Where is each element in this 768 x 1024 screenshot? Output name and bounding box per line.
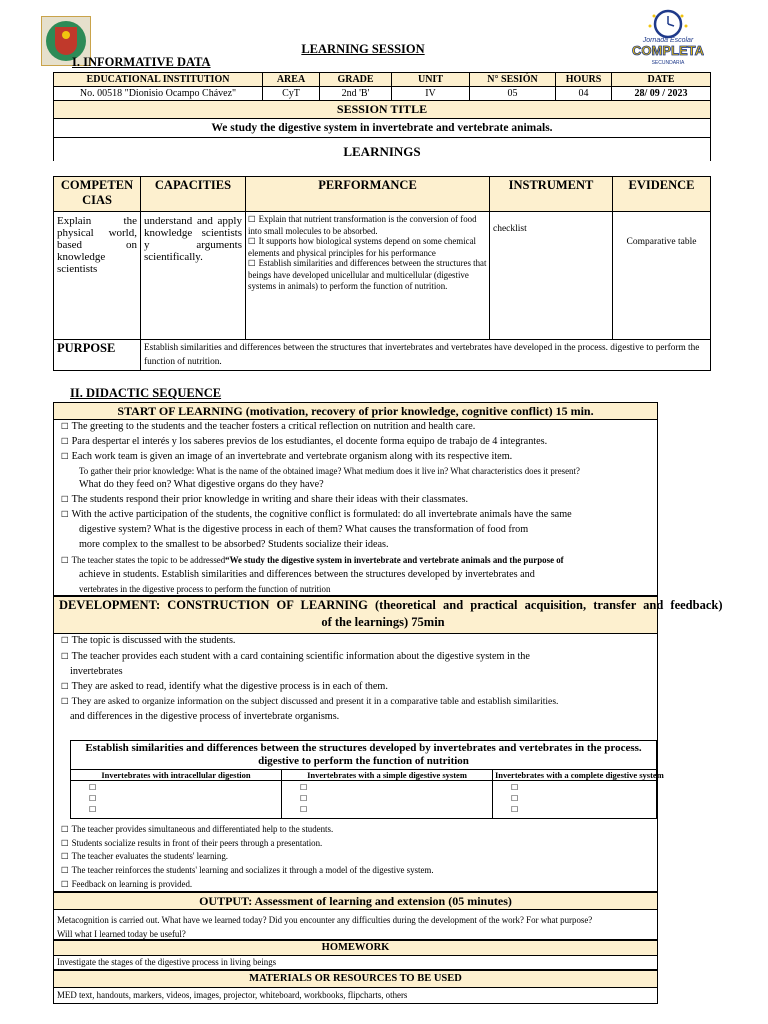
checkbox-cell: ☐ xyxy=(493,794,657,805)
topic-statement: “We study the digestive system in invertebrate and vertebrate animals and the purpose of xyxy=(225,555,564,565)
development-after-line: ☐ Students socialize results in front of their peers through a presentation. xyxy=(61,838,322,849)
value-grade: 2nd 'B' xyxy=(320,87,392,101)
materials-box xyxy=(53,970,658,1004)
checkbox-cell: ☐ xyxy=(282,794,493,805)
development-line: ☐ The topic is discussed with the students. xyxy=(61,635,235,646)
header-competencies: COMPETENCIAS xyxy=(54,177,141,212)
comparative-table xyxy=(70,740,664,819)
info-header-row xyxy=(54,73,711,87)
materials-label: MATERIALS OR RESOURCES TO BE USED xyxy=(54,971,657,988)
header-grade: GRADE xyxy=(320,73,392,87)
header-unit: UNIT xyxy=(392,73,470,87)
start-line: digestive system? What is the digestive process in each of them? What causes the transformation of food from xyxy=(79,524,529,535)
learnings-header-row xyxy=(54,177,711,212)
output-box xyxy=(53,892,658,940)
jornada-escolar-completa-logo xyxy=(632,8,704,68)
development-line: ☐ They are asked to read, identify what the digestive process is in each of them. xyxy=(61,681,388,692)
evidence-text: Comparative table xyxy=(613,212,711,340)
materials-text: MED text, handouts, markers, videos, images, projector, whiteboard, workbooks, flipcharts, others xyxy=(57,990,408,1000)
purpose-label: PURPOSE xyxy=(54,340,141,371)
header-evidence: EVIDENCE xyxy=(613,177,711,212)
purpose-row xyxy=(54,340,711,371)
start-line: ☐ Para despertar el interés y los saberes previos de los estudiantes, el docente forma equipo de trabajo de 4 integrantes. xyxy=(61,436,547,447)
checkbox-cell: ☐ xyxy=(71,781,282,795)
instrument-text: checklist xyxy=(490,212,613,340)
header-session-number: N° SESIÓN xyxy=(470,73,556,87)
development-line: invertebrates xyxy=(70,666,123,677)
header-date: DATE xyxy=(612,73,711,87)
learnings-label: LEARNINGS xyxy=(54,138,711,162)
checkbox-cell: ☐ xyxy=(282,805,493,819)
checkbox-cell: ☐ xyxy=(71,805,282,819)
purpose-text: Establish similarities and differences between the structures that invertebrates and vertebrates have developed in the process. digestive to perform the function of nutrition. xyxy=(141,340,711,371)
start-of-learning-title: START OF LEARNING (motivation, recovery of prior knowledge, cognitive conflict) 15 min. xyxy=(54,403,657,420)
start-line: ☐ With the active participation of the students, the cognitive conflict is formulated: do all invertebrate animals have the same xyxy=(61,509,572,520)
value-session-number: 05 xyxy=(470,87,556,101)
comparative-table-title: Establish similarities and differences between the structures developed by invertebrates and vertebrates in the process. digestive to perform the function of nutrition xyxy=(71,741,657,770)
checkbox-cell: ☐ xyxy=(282,781,493,795)
capacities-text: understand and apply knowledge scientists y arguments scientifically. xyxy=(141,212,246,340)
start-line: ☐ The teacher states the topic to be addressed“We study the digestive system in invertebrate and vertebrate animals and the purpose of xyxy=(61,555,564,566)
header-performance: PERFORMANCE xyxy=(246,177,490,212)
performance-item: ☐ It supports how biological systems depend on some chemical elements and physical principles for his performance xyxy=(248,236,487,258)
homework-text: Investigate the stages of the digestive process in living beings xyxy=(57,957,277,967)
performance-item: ☐ Establish similarities and differences between the structures that beings have developed unicellular and multicellular (digestive systems in animals) to perform the function of nutrition. xyxy=(248,258,487,291)
homework-box xyxy=(53,940,658,970)
start-line: ☐ The students respond their prior knowledge in writing and share their ideas with their classmates. xyxy=(61,494,468,505)
performance-list xyxy=(246,212,490,340)
session-title: We study the digestive system in invertebrate and vertebrate animals. xyxy=(54,119,711,138)
logo-text-line3: SECUNDARIA xyxy=(651,60,685,66)
development-line: and differences in the digestive process of invertebrate organisms. xyxy=(70,711,340,722)
output-text: Metacognition is carried out. What have we learned today? Did you encounter any difficulties during the development of the work? For what purpose? Will what I learned today be useful? xyxy=(57,915,593,939)
document-title: LEARNING SESSION xyxy=(301,42,425,56)
informative-data-table xyxy=(53,72,711,161)
performance-item: ☐ Explain that nutrient transformation is the conversion of food into small molecules to be absorbed. xyxy=(248,214,487,236)
start-line: achieve in students. Establish similarities and differences between the structures developed by invertebrates and xyxy=(79,569,535,580)
comparative-header-row xyxy=(71,770,657,781)
checkbox-cell: ☐ xyxy=(493,805,657,819)
competencies-text: Explain the physical world, based on knowledge scientists xyxy=(54,212,141,340)
header-simple-digestive-system: Invertebrates with a simple digestive system xyxy=(282,770,493,781)
start-line: ☐ The greeting to the students and the teacher fosters a critical reflection on nutrition and health care. xyxy=(61,421,475,432)
didactic-sequence-heading: II. DIDACTIC SEQUENCE xyxy=(70,386,222,400)
output-title: OUTPUT: Assessment of learning and extension (05 minutes) xyxy=(54,893,657,910)
header-institution: EDUCATIONAL INSTITUTION xyxy=(54,73,263,87)
value-unit: IV xyxy=(392,87,470,101)
checkbox-cell: ☐ xyxy=(71,794,282,805)
logo-text-line1: Jornada Escolar xyxy=(642,37,694,44)
start-line: What do they feed on? What digestive organs do they have? xyxy=(79,479,324,490)
header-instrument: INSTRUMENT xyxy=(490,177,613,212)
development-after-line: ☐ Feedback on learning is provided. xyxy=(61,879,192,890)
value-hours: 04 xyxy=(556,87,612,101)
session-title-label: SESSION TITLE xyxy=(54,101,711,119)
header-intracellular-digestion: Invertebrates with intracellular digestion xyxy=(71,770,282,781)
development-line: ☐ They are asked to organize information on the subject discussed and present it in a comparative table and establish similarities. xyxy=(61,696,558,707)
info-values-row xyxy=(54,87,711,101)
header-capacities: CAPACITIES xyxy=(141,177,246,212)
value-area: CyT xyxy=(263,87,320,101)
start-line: more complex to the smallest to be absorbed? Students socialize their ideas. xyxy=(79,539,389,550)
checkbox-cell: ☐ xyxy=(493,781,657,795)
development-after-line: ☐ The teacher provides simultaneous and differentiated help to the students. xyxy=(61,824,333,835)
development-title: DEVELOPMENT: CONSTRUCTION OF LEARNING (theoretical and practical acquisition, transfer and feedback) of the learnings) 75min xyxy=(54,597,657,634)
learnings-content-row xyxy=(54,212,711,340)
start-line: ☐ Each work team is given an image of an invertebrate and vertebrate organism along with its respective item. xyxy=(61,451,512,462)
value-institution: No. 00518 "Dionisio Ocampo Chávez" xyxy=(54,87,263,101)
learnings-table xyxy=(53,176,711,371)
start-line: vertebrates in the digestive process to perform the function of nutrition xyxy=(79,584,331,594)
start-line: To gather their prior knowledge: What is the name of the obtained image? What medium does it live in? What characteristics does it present? xyxy=(79,466,580,476)
header-hours: HOURS xyxy=(556,73,612,87)
logo-text-line2: COMPLETA xyxy=(632,43,704,58)
header-area: AREA xyxy=(263,73,320,87)
section-informative-data-heading: I. INFORMATIVE DATA xyxy=(72,55,211,69)
development-line: ☐ The teacher provides each student with a card containing scientific information about the digestive system in the xyxy=(61,651,530,662)
development-after-line: ☐ The teacher evaluates the students' learning. xyxy=(61,851,228,862)
value-date: 28/ 09 / 2023 xyxy=(612,87,711,101)
homework-label: HOMEWORK xyxy=(54,941,657,956)
development-after-line: ☐ The teacher reinforces the students' learning and socializes it through a model of the digestive system. xyxy=(61,865,434,876)
header-complete-digestive-system: Invertebrates with a complete digestive system xyxy=(493,770,657,781)
